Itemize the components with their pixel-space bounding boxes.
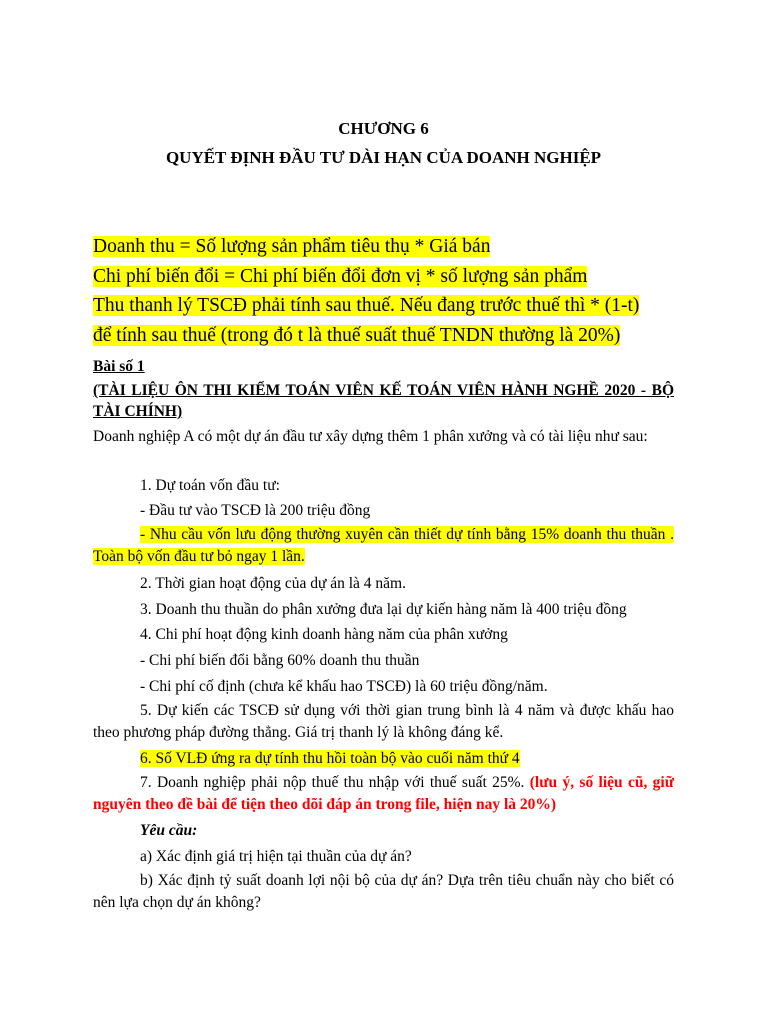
requirement-a: a) Xác định giá trị hiện tại thuần của dự án? xyxy=(140,848,412,865)
exercise-source: (TÀI LIỆU ÔN THI KIỂM TOÁN VIÊN KẾ TOÁN VIÊN HÀNH NGHỀ 2020 - BỘ TÀI CHÍNH) xyxy=(93,382,674,420)
note-after-tax: để tính sau thuế (trong đó t là thuế suất thuế TNDN thường là 20%) xyxy=(93,324,621,346)
chapter-title: QUYẾT ĐỊNH ĐẦU TƯ DÀI HẠN CỦA DOANH NGHIỆP xyxy=(165,148,602,167)
requirements-label-text: Yêu cầu: xyxy=(140,822,198,839)
item-3: 3. Doanh thu thuần do phân xưởng đưa lại dự kiến hàng năm là 400 triệu đồng xyxy=(140,601,627,618)
item-4a: - Chi phí biến đổi bằng 60% doanh thu thuần xyxy=(140,652,420,669)
requirement-b: b) Xác định tỷ suất doanh lợi nội bộ của dự án? Dựa trên tiêu chuẩn này cho biết có nên lựa chọn dự án không? xyxy=(93,872,674,911)
item-4: 4. Chi phí hoạt động kinh doanh hàng năm của phân xưởng xyxy=(140,626,508,643)
item-4b: - Chi phí cố định (chưa kể khấu hao TSCĐ) là 60 triệu đồng/năm. xyxy=(140,678,548,695)
item-6 xyxy=(93,746,674,772)
item-6-text: 6. Số VLĐ ứng ra dự tính thu hồi toàn bộ vào cuối năm thứ 4 xyxy=(140,750,520,767)
item-5: 5. Dự kiến các TSCĐ sử dụng với thời gian trung bình là 4 năm và được khấu hao theo phương pháp đường thẳng. Giá trị thanh lý là không đáng kể. xyxy=(93,702,674,741)
item-1: 1. Dự toán vốn đầu tư: xyxy=(140,477,280,494)
item-7-text: 7. Doanh nghiệp phải nộp thuế thu nhập với thuế suất 25%. xyxy=(140,774,525,791)
chapter-heading xyxy=(93,114,674,172)
note-liquidation: Thu thanh lý TSCĐ phải tính sau thuế. Nếu đang trước thuế thì * (1-t) xyxy=(93,295,640,316)
item-1b xyxy=(93,524,674,568)
item-1b-text: - Nhu cầu vốn lưu động thường xuyên cần thiết dự tính bằng 15% doanh thu thuần . Toàn bộ vốn đầu tư bỏ ngay 1 lần. xyxy=(93,526,674,565)
formula-variable-cost: Chi phí biến đổi = Chi phí biến đổi đơn vị * số lượng sản phẩm xyxy=(93,265,588,287)
item-7 xyxy=(93,772,674,816)
formula-revenue: Doanh thu = Số lượng sản phẩm tiêu thụ * Giá bán xyxy=(93,236,491,257)
requirements-label xyxy=(93,818,674,844)
formula-notes xyxy=(93,232,674,350)
chapter-number: CHƯƠNG 6 xyxy=(338,119,429,138)
exercise-heading: Bài số 1 xyxy=(93,358,145,375)
item-2: 2. Thời gian hoạt động của dự án là 4 năm. xyxy=(140,575,406,592)
exercise-intro: Doanh nghiệp A có một dự án đầu tư xây dựng thêm 1 phân xưởng và có tài liệu như sau: xyxy=(93,428,648,445)
item-7-note: (lưu ý, số liệu cũ, giữ nguyên theo đề bài để tiện theo dõi đáp án trong file, hiện nay là 20%) xyxy=(93,774,674,813)
item-1a: - Đầu tư vào TSCĐ là 200 triệu đồng xyxy=(140,502,371,519)
